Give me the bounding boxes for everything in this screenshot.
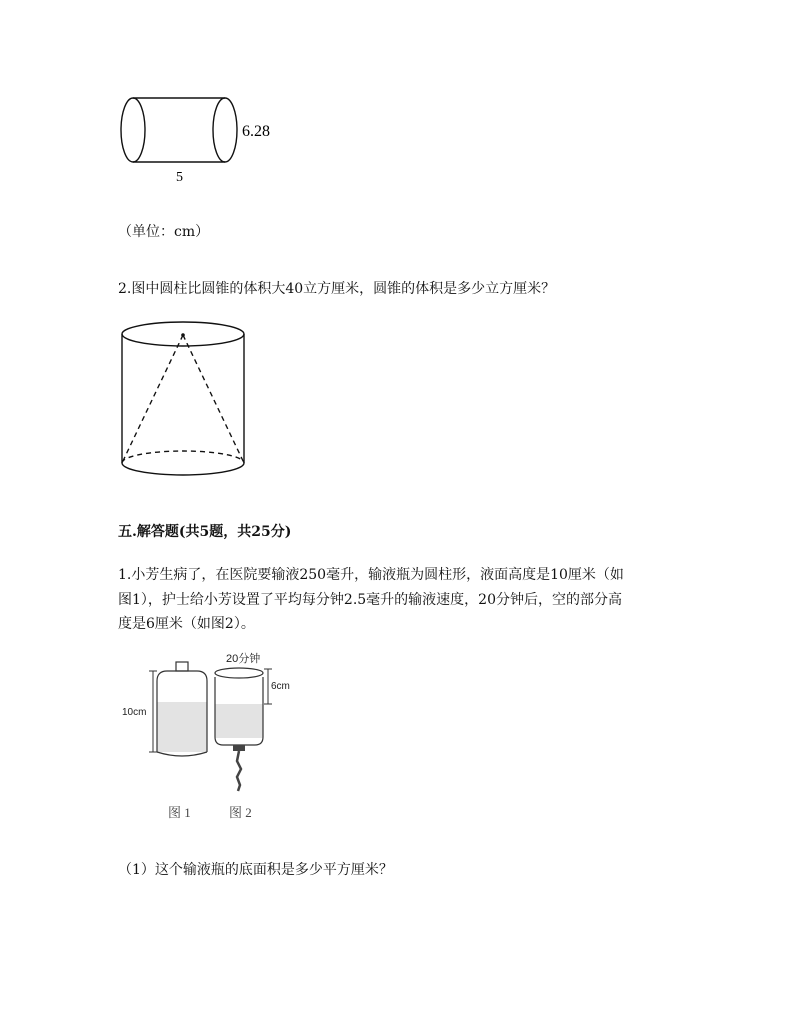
- question-1-line-1: 1.小芳生病了，在医院要输液250毫升，输液瓶为圆柱形，液面高度是10厘米（如: [118, 567, 624, 583]
- unit-note: （单位：cm）: [118, 224, 210, 240]
- cylinder-cone-figure: [110, 318, 260, 488]
- infusion-bottles-figure: [118, 645, 318, 830]
- question-1-line-2: 图1），护士给小芳设置了平均每分钟2.5毫升的输液速度，20分钟后，空的部分高: [118, 592, 622, 608]
- bottle-1: [149, 662, 207, 756]
- question-2-text: 2.图中圆柱比圆锥的体积大40立方厘米，圆锥的体积是多少立方厘米？: [118, 281, 556, 297]
- figure-caption-2: 图 2: [229, 805, 252, 820]
- cylinder-figure-1: [105, 85, 305, 195]
- question-1-sub-1: （1）这个输液瓶的底面积是多少平方厘米？: [118, 862, 393, 878]
- question-1-line-3: 度是6厘米（如图2）。: [118, 616, 255, 632]
- bottle-1-height-label: 10cm: [122, 707, 147, 718]
- bottle-2-empty-label: 6cm: [271, 681, 290, 692]
- section-5-title: 五.解答题(共5题，共25分): [118, 524, 292, 540]
- bottle-2: [215, 668, 272, 791]
- figure-caption-1: 图 1: [168, 805, 191, 820]
- bottle-2-time-label: 20分钟: [226, 653, 261, 665]
- cylinder-length-label: 5: [176, 170, 183, 185]
- cylinder-height-label: 6.28: [242, 123, 270, 140]
